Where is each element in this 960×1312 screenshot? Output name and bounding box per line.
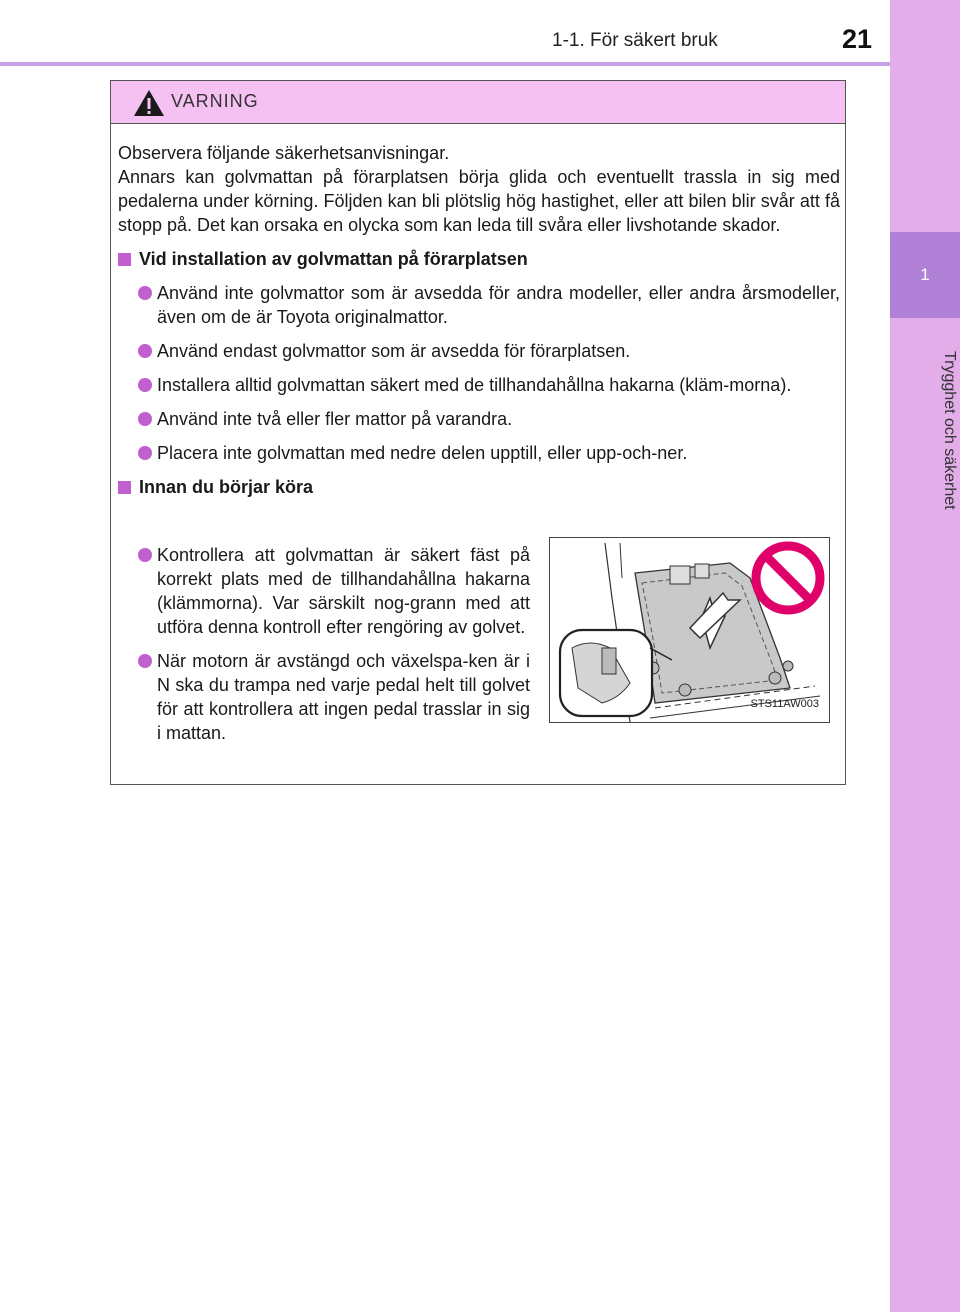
intro-line: Observera följande säkerhetsanvisningar. [118,143,450,163]
list-item [118,339,840,363]
section-square-icon [118,253,131,266]
bullet-dot-icon [138,286,152,300]
bullet-dot-icon [138,654,152,668]
bullet-text: Använd inte golvmattor som är avsedda för andra modeller, eller andra årsmodeller, även om de är Toyota originalmattor. [157,283,840,327]
bullet-dot-icon [138,344,152,358]
bullet-dot-icon [138,412,152,426]
side-strip [890,0,960,1312]
list-item [118,649,530,745]
bullet-text: Placera inte golvmattan med nedre delen upptill, eller upp-och-ner. [157,443,688,463]
floor-mat-illustration [549,537,830,723]
header-title: 1-1. För säkert bruk [552,30,718,51]
page-number: 21 [842,24,873,54]
warning-title: VARNING [171,91,259,111]
warning-triangle-icon [133,89,165,117]
warning-content [118,141,840,743]
section-title-text: Vid installation av golvmattan på förarplatsen [139,249,528,269]
list-item [118,407,840,431]
section-title [118,247,840,271]
header-rule [0,62,890,66]
bullet-dot-icon [138,378,152,392]
section-square-icon [118,481,131,494]
warning-box [110,80,846,785]
side-chapter-label [892,330,958,530]
list-item [118,281,840,329]
intro-line: Annars kan golvmattan på förarplatsen börja glida och eventuellt trassla in sig med pedalerna under körning. Följden kan bli plötslig hög hastighet, eller att bilen blir svår att få stopp på. Det kan orsaka en olycka som kan leda till svåra eller livshotande skador. [118,167,840,235]
side-label-text: Trygghet och säkerhet [941,350,958,510]
warning-header [111,81,845,124]
section-title-text: Innan du börjar köra [139,477,314,497]
section-title [118,475,840,499]
bullet-text: Använd inte två eller fler mattor på varandra. [157,409,513,429]
bullet-dot-icon [138,548,152,562]
warning-intro [118,141,840,237]
figure-code: STS11AW003 [750,698,819,710]
bullet-text: Använd endast golvmattor som är avsedda för förarplatsen. [157,341,631,361]
bullet-dot-icon [138,446,152,460]
bullet-text: Installera alltid golvmattan säkert med de tillhandahållna hakarna (kläm-morna). [157,375,792,395]
bullet-text: Kontrollera att golvmattan är säkert fäst på korrekt plats med de tillhandahållna hakarna (klämmorna). Var särskilt nog-grann med att utföra denna kontroll efter rengöring av golvet. [157,545,530,637]
list-item [118,441,840,465]
bullet-text: När motorn är avstängd och växelspa-ken är i N ska du trampa ned varje pedal helt till golvet för att kontrollera att ingen pedal trasslar in sig i mattan. [157,651,530,743]
list-item [118,543,530,639]
list-item [118,373,840,397]
side-chapter-tab[interactable]: 1 [890,232,960,318]
